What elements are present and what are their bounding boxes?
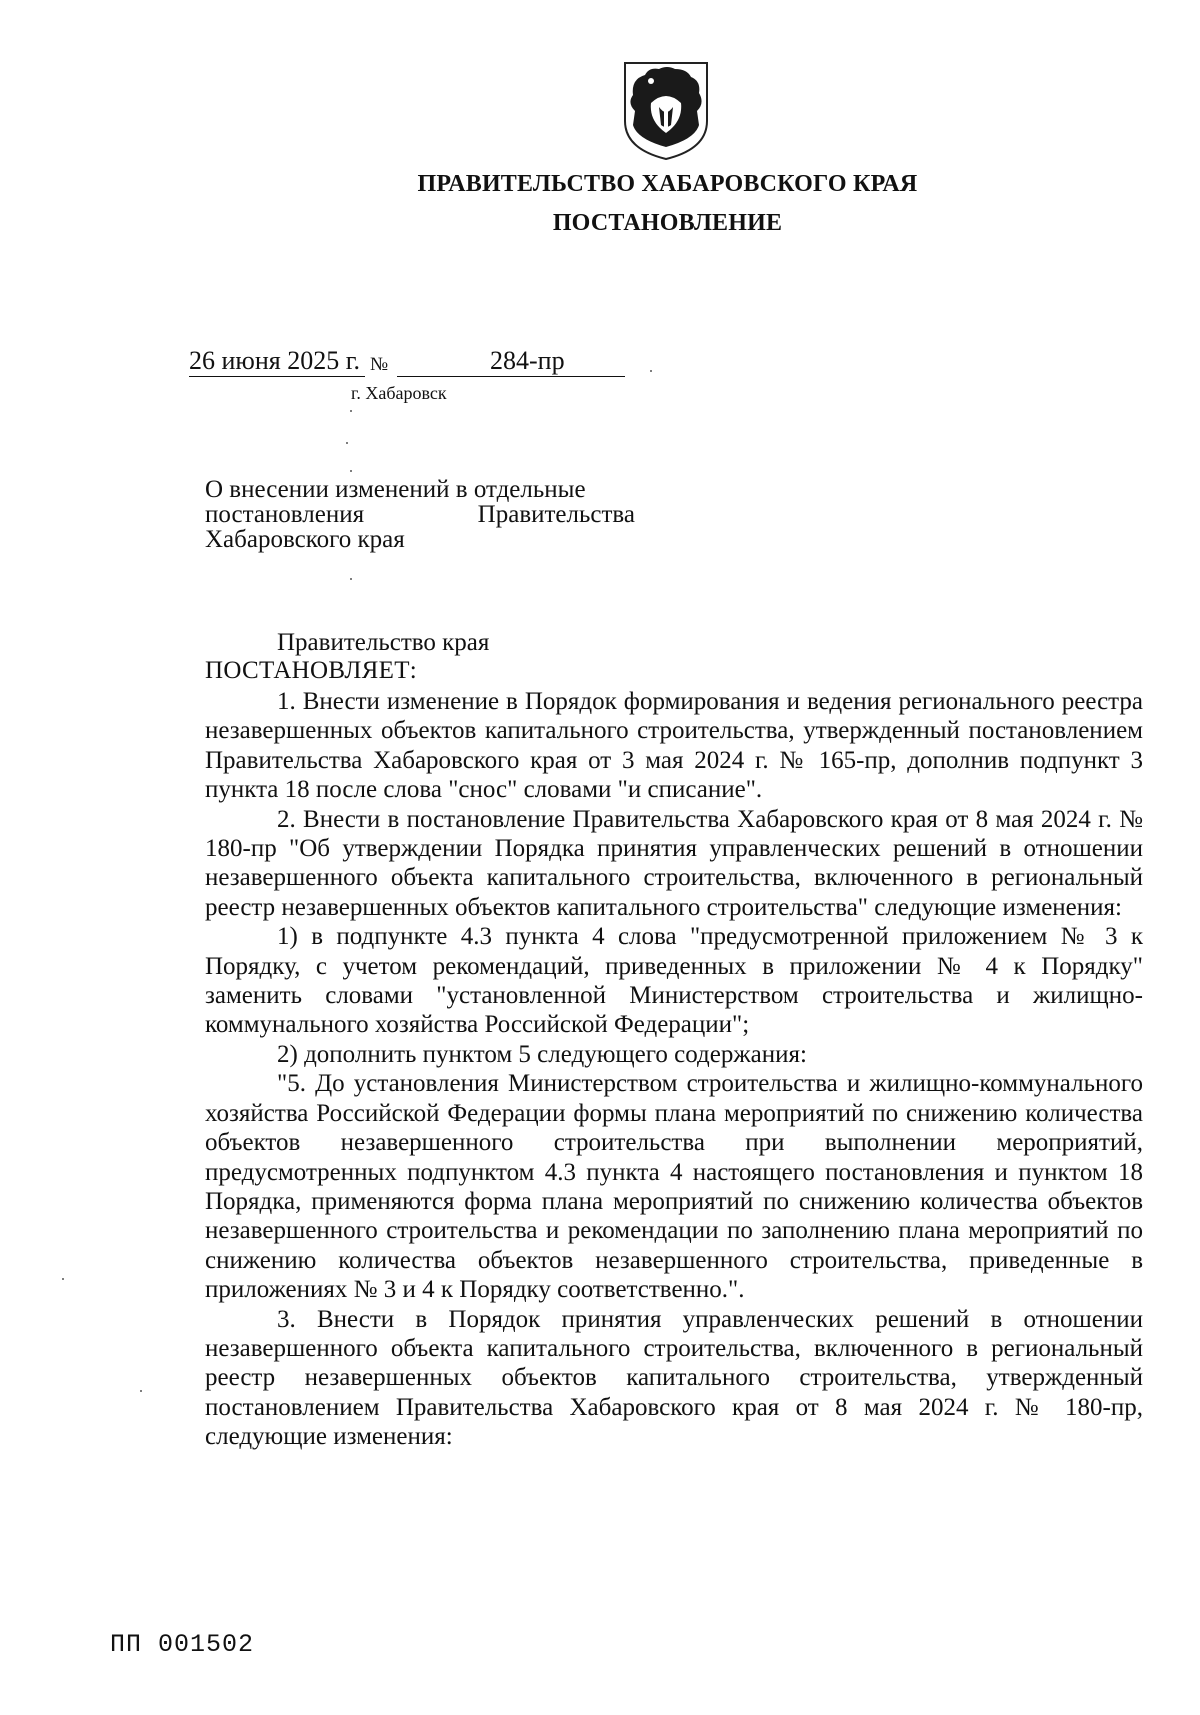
date-underline [189,376,365,377]
scan-speck [62,1278,64,1280]
paragraph-2: 2. Внести в постановление Правительства Хабаровского края от 8 мая 2024 г. № 180-пр "Об утверждении Порядка принятия управленческих решений в отношении незавершенного объекта капитального строительства, включенного в региональный реестр незавершенных объектов капитального строительства" следующие изменения: [205,805,1143,921]
scan-speck [350,470,352,472]
scan-speck [650,370,652,372]
paragraph-2-1: 1) в подпункте 4.3 пункта 4 слова "предусмотренной приложением № 3 к Порядку, с учетом рекомендаций, приведенных в приложении № 4 к Порядку" заменить словами "установленной Министерством строительства и жилищно-коммунального хозяйства Российской Федерации"; [205,923,1143,1039]
subject-line-2-left: постановления [205,501,365,528]
document-date: 26 июня 2025 г. [189,346,360,375]
paragraph-1: 1. Внести изменение в Порядок формирования и ведения регионального реестра незавершенных объектов капитального строительства, утвержденный постановлением Правительства Хабаровского края от 3 мая 2024 г. № 165-пр, дополнив подпункт 3 пункта 18 после слова "снос" словами "и списание". [205,688,1143,804]
document-type: ПОСТАНОВЛЕНИЕ [552,210,783,236]
scan-speck [346,442,348,444]
coat-of-arms-emblem [621,59,711,161]
subject-line-2-right: Правительства [477,501,635,528]
subject-line-3: Хабаровского края [205,526,405,553]
document-subject [205,477,635,552]
number-underline [397,376,625,377]
form-code: ПП 001502 [110,1630,255,1659]
paragraph-2-2: 2) дополнить пунктом 5 следующего содержания: [277,1040,807,1068]
city-name: г. Хабаровск [351,383,447,403]
number-sign: № [370,354,389,375]
scan-speck [350,410,352,412]
resolves-line: ПОСТАНОВЛЯЕТ: [205,657,418,684]
paragraph-2-3: "5. До установления Министерством строительства и жилищно-коммунального хозяйства Российской Федерации формы плана мероприятий по снижению количества объектов незавершенного строительства при выполнении мероприятий, предусмотренных подпунктом 4.3 пункта 4 настоящего постановления и пунктом 18 Порядка, применяются форма плана мероприятий по снижению количества объектов незавершенного строительства и рекомендации по заполнению плана мероприятий по снижению количества объектов незавершенного строительства, приведенные в приложениях № 3 и 4 к Порядку соответственно.". [205,1070,1143,1304]
subject-line-2 [205,502,635,527]
issuer-line: Правительство края [277,629,490,656]
document-body [205,687,1143,1452]
scan-speck [350,578,352,580]
scan-speck [140,1390,142,1392]
subject-line-1: О внесении изменений в отдельные [205,476,586,503]
document-number: 284-пр [490,346,565,375]
org-title: ПРАВИТЕЛЬСТВО ХАБАРОВСКОГО КРАЯ [417,171,918,197]
paragraph-3: 3. Внести в Порядок принятия управленческих решений в отношении незавершенного объекта капитального строительства, включенного в региональный реестр незавершенных объектов капитального строительства, утвержденный постановлением Правительства Хабаровского края от 8 мая 2024 г. № 180-пр, следующие изменения: [205,1305,1143,1451]
